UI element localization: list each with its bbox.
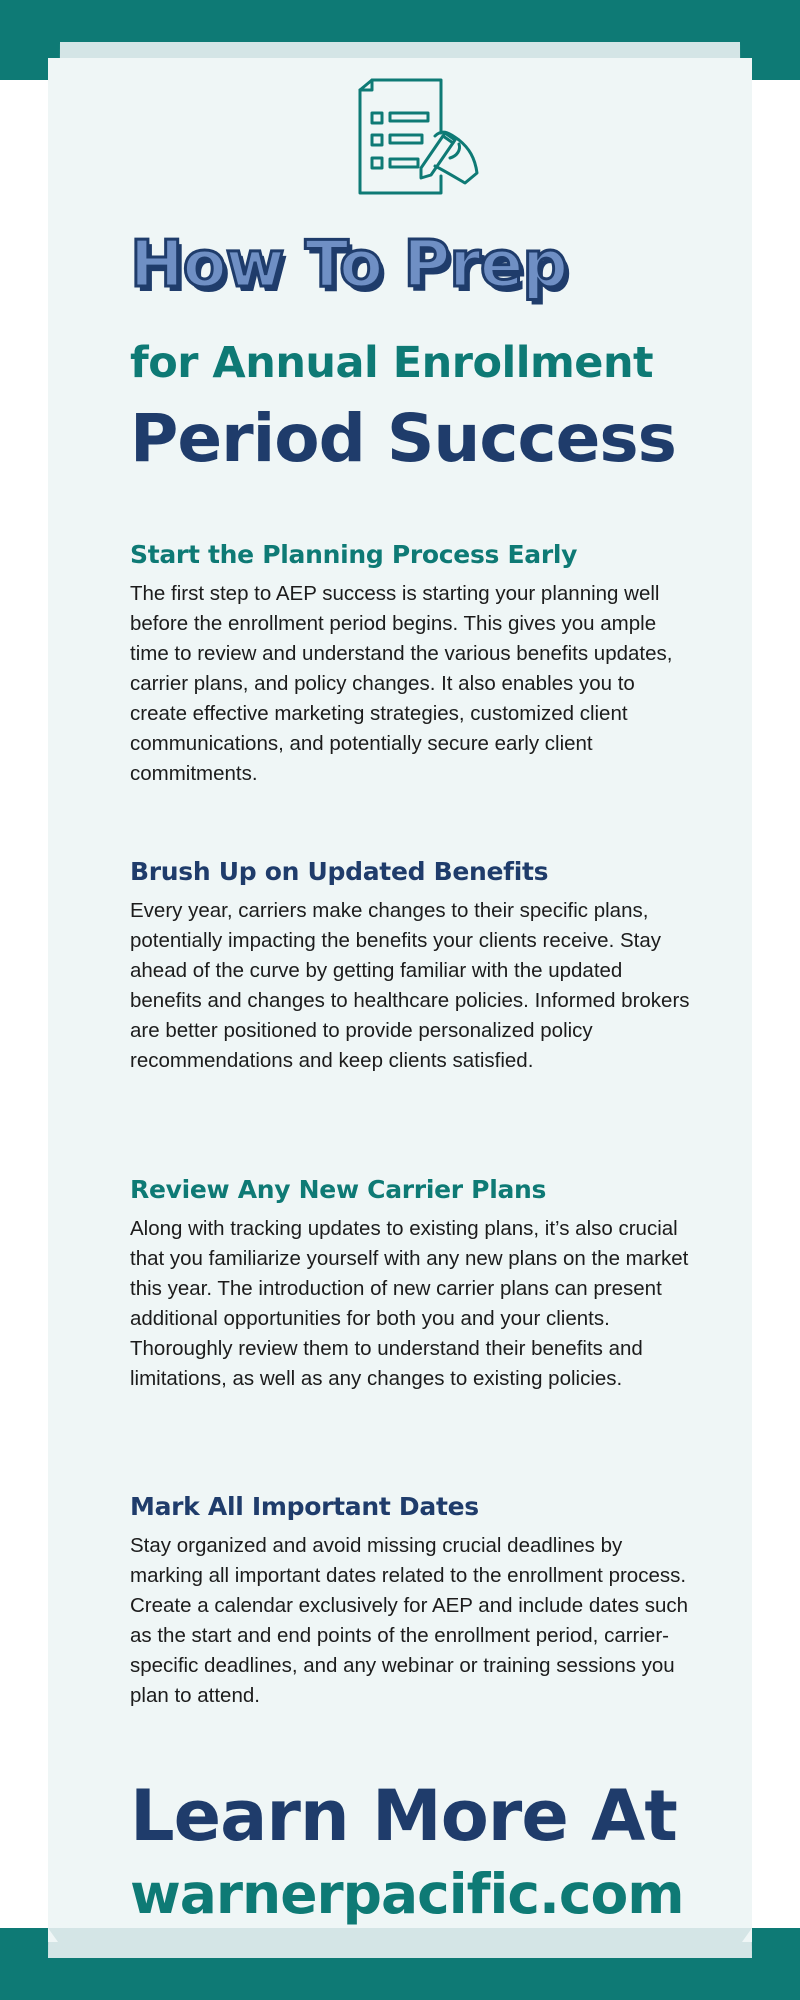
section-heading: Brush Up on Updated Benefits [130,857,549,886]
section-carrier-plans [130,1175,690,1394]
section-heading: Mark All Important Dates [130,1492,479,1521]
title-line-3: Period Success [130,400,676,477]
section-dates [130,1492,690,1711]
website-link[interactable]: warnerpacific.com [130,1862,684,1926]
title-line-1: How To Prep [130,228,568,302]
section-body: Along with tracking updates to existing plans, it’s also crucial that you familiarize yourself with any new plans on the market this year. The introduction of new carrier plans can present additional opportunities for both you and your clients. Thoroughly review them to understand their benefits and limitations, as well as any changes to existing policies. [130,1217,689,1390]
section-heading: Start the Planning Process Early [130,540,578,569]
section-body: The first step to AEP success is starting your planning well before the enrollment period begins. This gives you ample time to review and understand the various benefits updates, carrier plans, and policy changes. It also enables you to create effective marketing strategies, customized client communications, and potentially secure early client commitments. [130,582,673,785]
section-body: Every year, carriers make changes to their specific plans, potentially impacting the benefits your clients receive. Stay ahead of the curve by getting familiar with the updated benefits and changes to healthcare policies. Informed brokers are better positioned to provide personalized policy recommendations and keep clients satisfied. [130,899,690,1072]
title-line-2: for Annual Enrollment [130,338,654,388]
cta-heading: Learn More At [130,1775,677,1857]
section-planning [130,540,690,789]
section-body: Stay organized and avoid missing crucial deadlines by marking all important dates related to the enrollment process. Create a calendar exclusively for AEP and include dates such as the start and end points of the enrollment period, carrier-specific deadlines, and any webinar or training sessions you plan to attend. [130,1534,689,1707]
document-checklist-icon [355,78,485,198]
card-bottom-edge [48,1928,752,1942]
section-heading: Review Any New Carrier Plans [130,1175,547,1204]
section-benefits [130,857,690,1076]
